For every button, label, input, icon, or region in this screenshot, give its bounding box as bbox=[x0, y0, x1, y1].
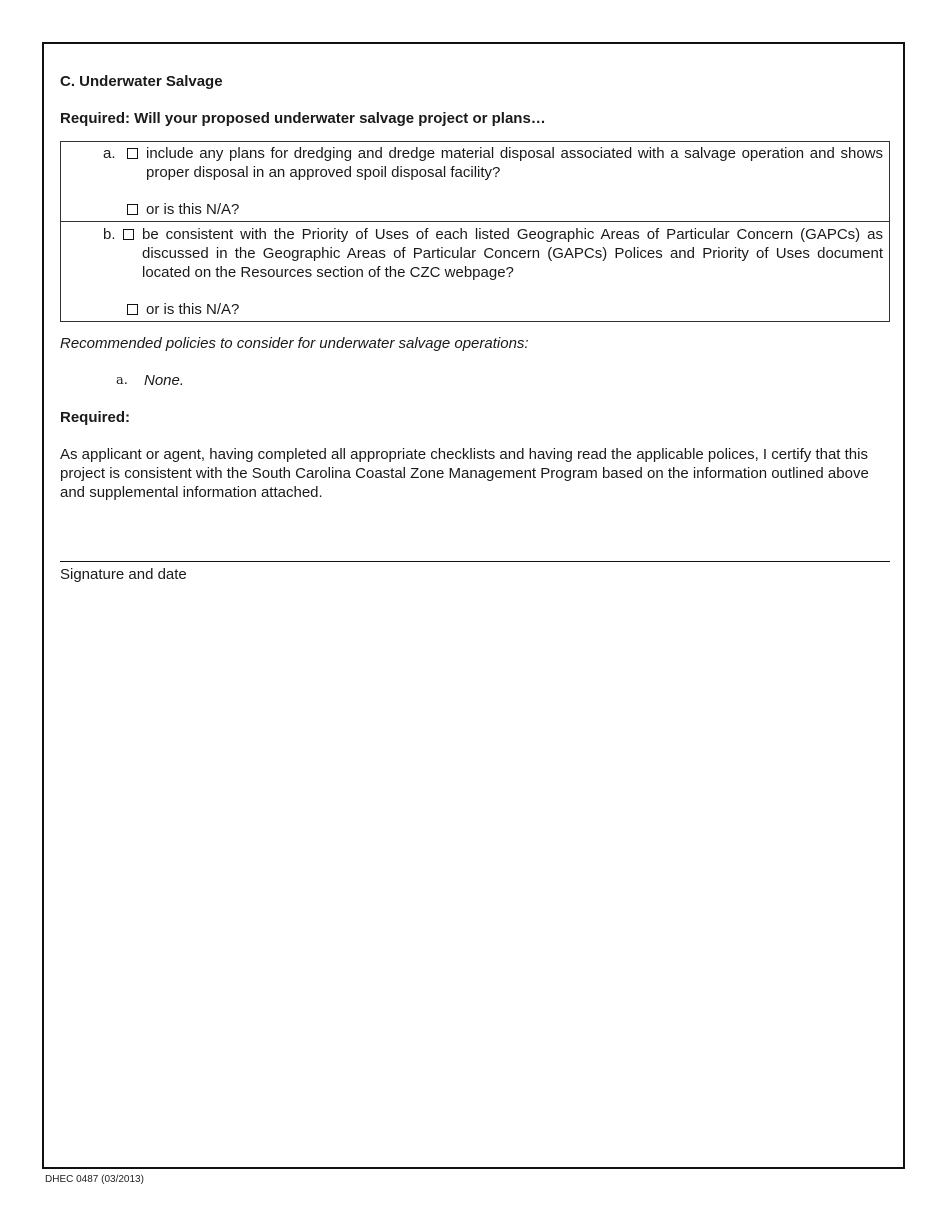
form-content bbox=[60, 72, 890, 502]
certification-required-label: Required: bbox=[60, 409, 131, 426]
form-code: DHEC 0487 (03/2013) bbox=[45, 1174, 144, 1185]
checklist-item-b bbox=[61, 221, 889, 321]
checkbox-na-item-b[interactable] bbox=[127, 304, 138, 315]
checklist-item-a bbox=[61, 142, 889, 221]
required-question: Required: Will your proposed underwater salvage project or plans… bbox=[60, 110, 546, 127]
section-title: C. Underwater Salvage bbox=[60, 73, 223, 90]
certification-text: As applicant or agent, having completed all appropriate checklists and having read the applicable polices, I certify that this project is consistent with the South Carolina Coastal Zone Management Program based on the information outlined above and supplemental information attached. bbox=[60, 446, 869, 501]
checkbox-item-a[interactable] bbox=[127, 148, 138, 159]
recommended-heading: Recommended policies to consider for underwater salvage operations: bbox=[60, 335, 529, 352]
checkbox-na-item-a[interactable] bbox=[127, 204, 138, 215]
na-label: or is this N/A? bbox=[146, 201, 240, 218]
item-letter: b. bbox=[103, 226, 116, 243]
policy-letter: a. bbox=[116, 373, 128, 388]
policy-text: None. bbox=[144, 372, 185, 389]
signature-label: Signature and date bbox=[60, 566, 187, 583]
checkbox-item-b[interactable] bbox=[123, 229, 134, 240]
na-label: or is this N/A? bbox=[146, 301, 240, 318]
item-letter: a. bbox=[103, 145, 116, 162]
checklist-table bbox=[60, 141, 890, 322]
signature-line[interactable] bbox=[60, 561, 890, 562]
policy-item bbox=[116, 371, 890, 390]
item-text: include any plans for dredging and dredge material disposal associated with a salvage operation and shows proper disposal in an approved spoil disposal facility? bbox=[146, 145, 883, 181]
item-text: be consistent with the Priority of Uses of each listed Geographic Areas of Particular Concern (GAPCs) as discussed in the Geographic Areas of Particular Concern (GAPCs) Polices and Priority of Uses document located on the Resources section of the CZC webpage? bbox=[142, 226, 883, 281]
